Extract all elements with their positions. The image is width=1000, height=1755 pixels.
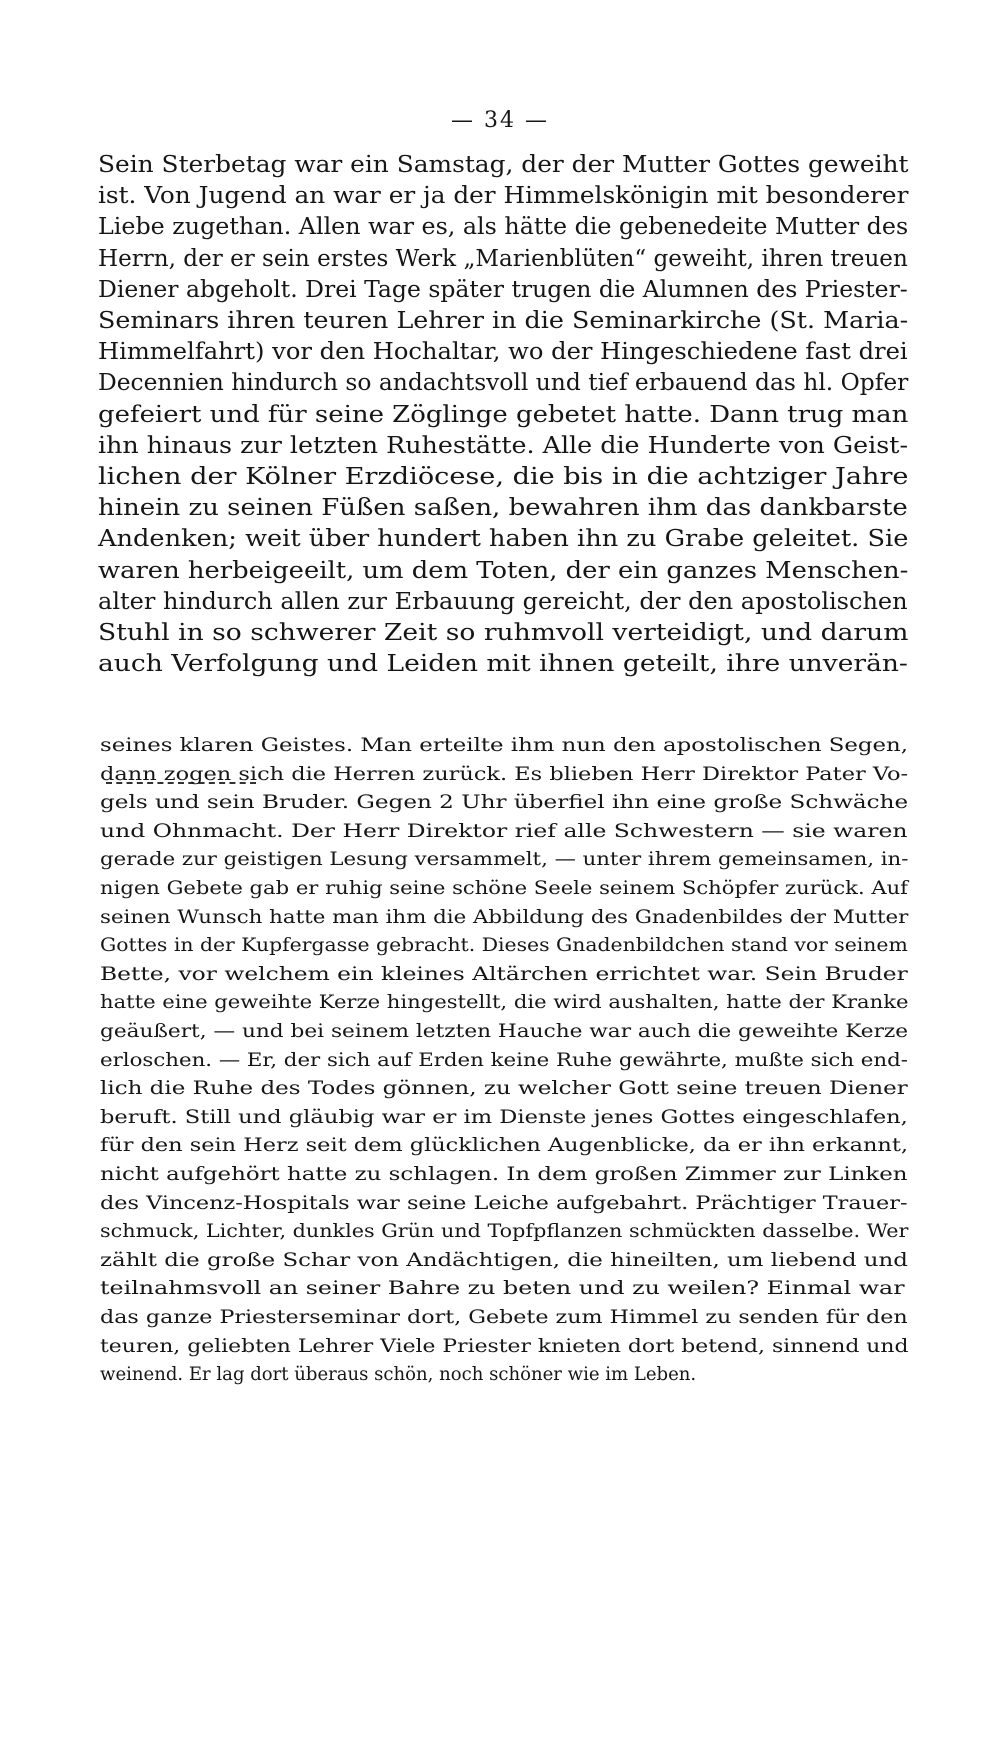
text-line: Diener abgeholt. Drei Tage später trugen die Alumnen des Priester- — [98, 276, 908, 303]
text-line: geäußert, — und bei seinem letzten Hauche war auch die geweihte Kerze — [100, 1020, 909, 1042]
text-line: auch Verfolgung und Leiden mit ihnen geteilt, ihre unverän- — [98, 651, 908, 678]
text-line: Bette, vor welchem ein kleines Altärchen errichtet war. Sein Bruder — [100, 962, 908, 985]
text-line: schmuck, Lichter, dunkles Grün und Topfpflanzen schmückten dasselbe. Wer — [100, 1220, 909, 1243]
text-line: seines klaren Geistes. Man erteilte ihm nun den apostolischen Segen, — [100, 734, 908, 756]
text-line: ist. Von Jugend an war er ja der Himmelskönigin mit besonderer — [98, 183, 909, 210]
text-line: waren herbeigeeilt, um dem Toten, der ein ganzes Menschen- — [98, 557, 909, 584]
text-line: Herrn, der er sein erstes Werk „Marienblüten“ geweiht, ihren treuen — [98, 245, 908, 272]
text-line: erloschen. — Er, der sich auf Erden keine Ruhe gewährte, mußte sich end- — [100, 1048, 908, 1071]
text-line: Decennien hindurch so andachtsvoll und tief erbauend das hl. Opfer — [98, 370, 909, 397]
text-line: und Ohnmacht. Der Herr Direktor rief alle Schwestern — sie waren — [100, 819, 908, 842]
text-line: Stuhl in so schwerer Zeit so ruhmvoll verteidigt, und darum — [98, 620, 909, 646]
text-line: lich die Ruhe des Todes gönnen, zu welcher Gott seine treuen Diener — [100, 1077, 908, 1100]
text-line: nicht aufgehört hatte zu schlagen. In dem großen Zimmer zur Linken — [100, 1163, 908, 1185]
text-line: zählt die große Schar von Andächtigen, die hineilten, um liebend und — [100, 1248, 908, 1271]
text-line: alter hindurch allen zur Erbauung gereicht, der den apostolischen — [98, 588, 908, 615]
text-line: Seminars ihren teuren Lehrer in die Seminarkirche (St. Maria- — [98, 308, 909, 334]
text-line: seinen Wunsch hatte man ihm die Abbildung des Gnadenbildes der Mutter — [100, 905, 909, 928]
text-line: gels und sein Bruder. Gegen 2 Uhr überfiel ihn eine große Schwäche — [100, 791, 909, 814]
text-line: gefeiert und für seine Zöglinge gebetet hatte. Dann trug man — [98, 401, 909, 428]
page-number: — 34 — — [451, 108, 549, 133]
text-line: weinend. Er lag dort überaus schön, noch schöner wie im Leben. — [100, 1363, 697, 1386]
text-line: für den sein Herz seit dem glücklichen Augenblicke, da er ihn erkannt, — [100, 1134, 908, 1157]
text-line: Sein Sterbetag war ein Samstag, der der Mutter Gottes geweiht — [98, 152, 909, 178]
text-line: das ganze Priesterseminar dort, Gebete zum Himmel zu senden für den — [100, 1306, 908, 1328]
text-line: teilnahmsvoll an seiner Bahre zu beten und zu weilen? Einmal war — [100, 1277, 905, 1300]
text-line: nigen Gebete gab er ruhig seine schöne Seele seinem Schöpfer zurück. Auf — [100, 877, 908, 899]
text-line: des Vincenz-Hospitals war seine Leiche aufgebahrt. Prächtiger Trauer- — [100, 1191, 908, 1214]
text-line: gerade zur geistigen Lesung versammelt, — unter ihrem gemeinsamen, in- — [100, 848, 909, 871]
text-line: lichen der Kölner Erzdiöcese, die bis in die achtziger Jahre — [98, 464, 909, 490]
text-line: teuren, geliebten Lehrer Viele Priester knieten dort betend, sinnend und — [100, 1334, 909, 1357]
text-line: dann zogen sich die Herren zurück. Es blieben Herr Direktor Pater Vo- — [100, 762, 909, 785]
text-line: beruft. Still und gläubig war er im Dienste jenes Gottes eingeschlafen, — [100, 1105, 908, 1128]
text-line: Gottes in der Kupfergasse gebracht. Dieses Gnadenbildchen stand vor seinem — [100, 934, 908, 957]
text-line: hatte eine geweihte Kerze hingestellt, die wird aushalten, hatte der Kranke — [100, 991, 909, 1014]
text-line: ihn hinaus zur letzten Ruhestätte. Alle die Hunderte von Geist- — [98, 432, 909, 459]
text-line: Andenken; weit über hundert haben ihn zu Grabe geleitet. Sie — [98, 526, 909, 553]
text-line: hinein zu seinen Füßen saßen, bewahren ihm das dankbarste — [98, 495, 908, 522]
text-line: Liebe zugethan. Allen war es, als hätte die gebenedeite Mutter des — [98, 214, 909, 241]
text-line: Himmelfahrt) vor den Hochaltar, wo der Hingeschiedene fast drei — [98, 339, 908, 366]
